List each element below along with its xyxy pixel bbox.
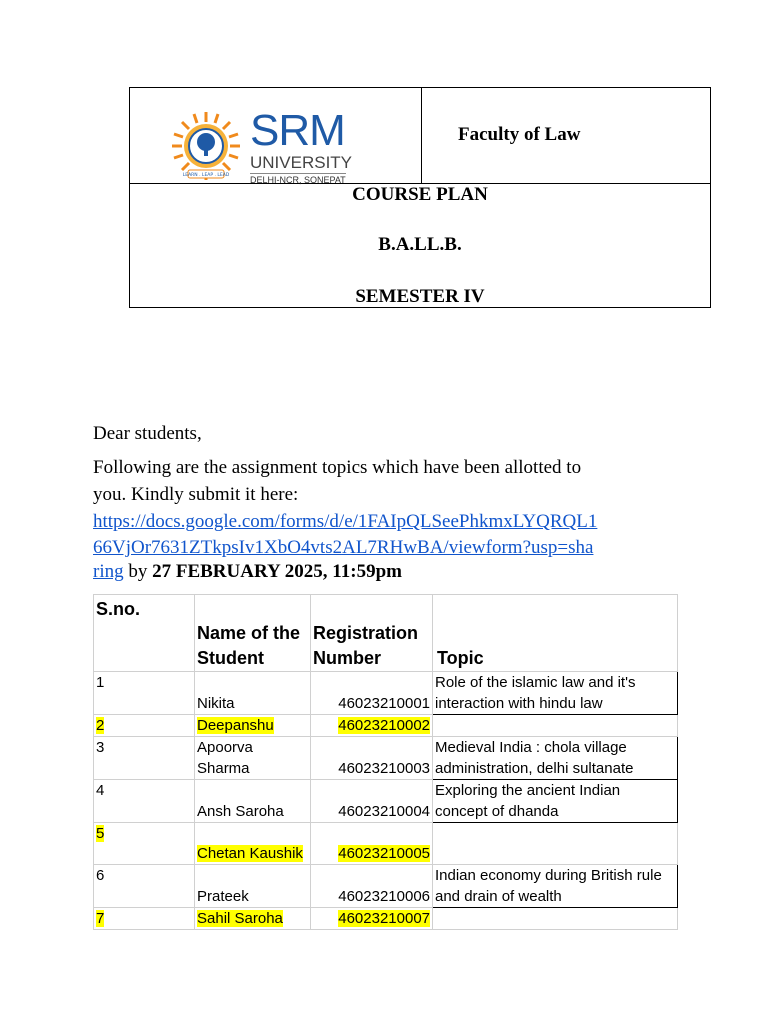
logo-location-text: DELHI-NCR, SONEPAT	[250, 175, 346, 185]
cell-name: Deepanshu	[195, 715, 311, 737]
header-sno: S.no.	[94, 595, 195, 672]
university-seal-icon	[166, 108, 246, 183]
program-title: B.A.LL.B.	[378, 234, 462, 255]
cell-reg: 46023210005	[311, 823, 433, 865]
form-link-line-3[interactable]: ring	[93, 561, 124, 582]
cell-sno: 7	[94, 908, 195, 930]
intro-line-1: Following are the assignment topics which have been allotted to	[93, 457, 582, 478]
deadline-date: 27 FEBRUARY 2025, 11:59pm	[152, 561, 402, 582]
srm-university-logo	[166, 108, 416, 183]
header-topic: Topic	[433, 595, 678, 672]
form-link-line-1[interactable]: https://docs.google.com/forms/d/e/1FAIpQLSeePhkmxLYQRQL1	[93, 511, 598, 532]
intro-line-2: you. Kindly submit it here:	[93, 484, 299, 505]
cell-reg: 46023210004	[311, 780, 433, 823]
table-row	[94, 737, 678, 780]
table-row	[94, 672, 678, 715]
cell-topic: Indian economy during British rule and drain of wealth	[433, 865, 678, 908]
faculty-cell	[422, 88, 712, 184]
cell-reg: 46023210003	[311, 737, 433, 780]
header-reg: Registration Number	[311, 595, 433, 672]
cell-sno: 6	[94, 865, 195, 908]
assignment-table	[93, 594, 678, 930]
table-row	[94, 715, 678, 737]
cell-name: Sahil Saroha	[195, 908, 311, 930]
cell-reg: 46023210006	[311, 865, 433, 908]
cell-sno: 2	[94, 715, 195, 737]
by-text: by	[123, 561, 153, 582]
table-row	[94, 780, 678, 823]
course-plan-title: COURSE PLAN	[352, 184, 488, 205]
cell-reg: 46023210002	[311, 715, 433, 737]
cell-sno: 3	[94, 737, 195, 780]
logo-university-text: UNIVERSITY	[250, 153, 353, 172]
cell-name: Prateek	[195, 865, 311, 908]
cell-reg: 46023210007	[311, 908, 433, 930]
logo-cell	[130, 88, 422, 184]
cell-topic: Role of the islamic law and it's interaction with hindu law	[433, 672, 678, 715]
logo-wordmark: SRM	[250, 106, 345, 155]
cell-topic: Medieval India : chola village administration, delhi sultanate	[433, 737, 678, 780]
cell-name: Ansh Saroha	[195, 780, 311, 823]
cell-name: Nikita	[195, 672, 311, 715]
table-row	[94, 823, 678, 865]
header-name: Name of the Student	[195, 595, 311, 672]
greeting: Dear students,	[93, 423, 202, 444]
deadline-line	[93, 559, 402, 584]
header-top-row	[130, 88, 710, 184]
faculty-title: Faculty of Law	[458, 124, 581, 145]
cell-name: Chetan Kaushik	[195, 823, 311, 865]
table-row	[94, 865, 678, 908]
cell-reg: 46023210001	[311, 672, 433, 715]
cell-topic	[433, 823, 678, 865]
form-link-line-2[interactable]: 66VjOr7631ZTkpsIv1XbO4vts2AL7RHwBA/viewform?usp=sha	[93, 537, 594, 558]
table-header-row	[94, 595, 678, 672]
cell-topic: Exploring the ancient Indian concept of dhanda	[433, 780, 678, 823]
cell-name: Apoorva Sharma	[195, 737, 311, 780]
cell-sno: 4	[94, 780, 195, 823]
cell-sno: 5	[94, 823, 195, 865]
course-header-table	[129, 87, 711, 308]
semester-title: SEMESTER IV	[355, 286, 485, 307]
cell-topic	[433, 908, 678, 930]
cell-topic	[433, 715, 678, 737]
cell-sno: 1	[94, 672, 195, 715]
svg-text:LEARN . LEAP . LEAD: LEARN . LEAP . LEAD	[182, 173, 230, 178]
table-row	[94, 908, 678, 930]
